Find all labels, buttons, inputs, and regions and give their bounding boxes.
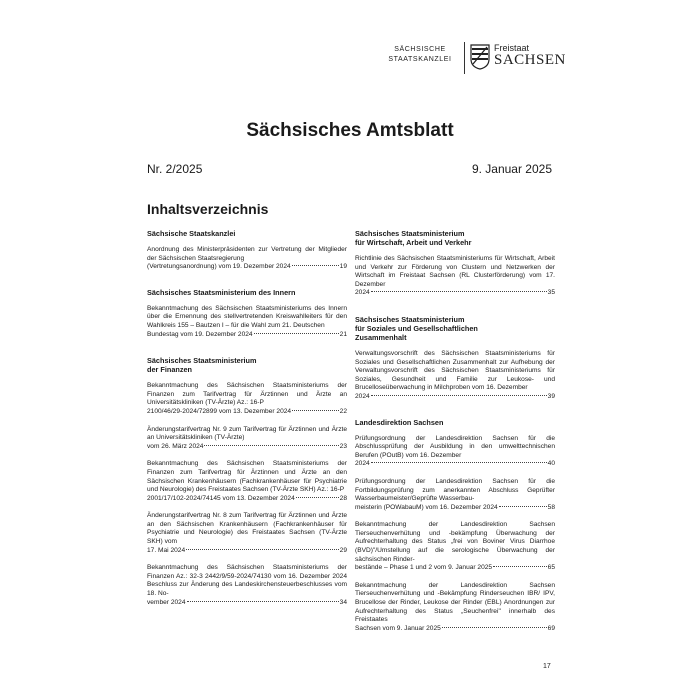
entry-text: Bekanntmachung des Sächsischen Staatsministeriums der Finanzen zum Tarifvertrag für Ärztinnen und Ärzte an den Sächsischen Krankenhäusern (Fachkrankenhäuser für Psychiatrie und Neurologie) des Freistaates Sachsen (TV-Ärzte SKH) Az.: 16-P bbox=[147, 460, 347, 494]
dot-leader bbox=[371, 291, 547, 292]
entry-last-line bbox=[355, 564, 555, 573]
sachsen-label: SACHSEN bbox=[494, 52, 566, 68]
entry-page: 65 bbox=[547, 564, 555, 572]
dot-leader bbox=[371, 395, 547, 396]
section-heading-cont: Zusammenhalt bbox=[355, 332, 407, 342]
section-heading: Sächsische Staatskanzlei bbox=[147, 229, 236, 238]
entry-last-line bbox=[147, 443, 347, 452]
toc-entry[interactable] bbox=[355, 435, 555, 469]
entry-page: 58 bbox=[547, 503, 555, 511]
dot-leader bbox=[296, 497, 339, 498]
dot-leader bbox=[292, 410, 339, 411]
entry-page: 35 bbox=[547, 289, 555, 297]
entry-last-text: vember 2024 bbox=[147, 598, 186, 606]
entry-last-text: (Vertretungsanordnung) vom 19. Dezember 2024 bbox=[147, 263, 291, 271]
section-heading-block bbox=[355, 229, 555, 247]
dot-leader bbox=[186, 549, 339, 550]
entry-text: Änderungstarifvertrag Nr. 8 zum Tarifvertrag für Ärztinnen und Ärzte an den Sächsischen Krankenhäusern (Fachkrankenhäuser für Psychiatrie und Neurologie) des Freistaates Sachsen (TV-Ärzte SKH) vom bbox=[147, 512, 347, 546]
kanzlei-line2: STAATSKANZLEI bbox=[388, 56, 452, 63]
freistaat-label: Freistaat bbox=[494, 43, 530, 53]
dot-leader bbox=[292, 265, 339, 266]
toc-entry[interactable] bbox=[147, 426, 347, 452]
entry-text: Verwaltungsvorschrift des Sächsischen Staatsministeriums für Soziales und Gesellschaftlichen Zusammenhalt zur Aufhebung der Verwaltungsvorschrift des Sächsischen Staatsministeriums für Soziales, Gesundheit und Familie zur Leukose- und Brucelloseüberwachung in Milchproben vom 16. Dezember bbox=[355, 349, 555, 392]
entry-last-text: bestände – Phase 1 und 2 vom 9. Januar 2025 bbox=[355, 564, 493, 572]
entry-last-text: 2100/46/29-2024/72899 vom 13. Dezember 2024 bbox=[147, 407, 292, 415]
entry-last-text: meisterin (POWabauM) vom 16. Dezember 2024 bbox=[355, 503, 498, 511]
dot-leader bbox=[187, 601, 339, 602]
entry-text: Bekanntmachung des Sächsischen Staatsministeriums der Finanzen zum Tarifvertrag für Ärztinnen und Ärzte an Universitätskliniken (TV-Ärzte) Az.: 16-P bbox=[147, 382, 347, 407]
entry-text: Bekanntmachung des Sächsischen Staatsministeriums der Finanzen Az.: 32-3 2442/9/59-2024/74130 vom 16. Dezember 2024 Beschluss zur Änderung des Landeskirchensteuerbeschlusses vom 18. No- bbox=[147, 564, 347, 598]
dot-leader bbox=[371, 462, 547, 463]
issue-number: Nr. 2/2025 bbox=[147, 162, 203, 176]
entry-text: Anordnung des Ministerpräsidenten zur Vertretung der Mitglieder der Sächsischen Staatsregierung bbox=[147, 246, 347, 262]
entry-last-text: 2024 bbox=[355, 460, 370, 468]
toc-entry[interactable] bbox=[147, 305, 347, 339]
entry-last-line bbox=[147, 331, 347, 340]
entry-text: Bekanntmachung der Landesdirektion Sachsen Tierseuchenverhütung und -Bekämpfung Rinderseuchen IBR/ IPV, Brucellose der Rinder, Leukose der Rinder (EBL) Anordnungen zur Aufrechterhaltung des Status „Seuchenfrei" innerhalb des Freistaates bbox=[355, 581, 555, 624]
entry-last-text: 2001/17/102-2024/74145 vom 13. Dezember 2024 bbox=[147, 494, 295, 502]
toc-entry[interactable] bbox=[355, 521, 555, 573]
section-heading-cont: für Soziales und Gesellschaftlichen bbox=[355, 323, 478, 333]
entry-text: Bekanntmachung der Landesdirektion Sachsen Tierseuchenverhütung und -bekämpfung Überwachung der Aufrechterhaltung des Status „frei von Boviner Virus Diarrhoe (BVD)"/Umstellung auf die serologische Überwachung der sächsischen Rinder- bbox=[355, 521, 555, 563]
toc-entry[interactable] bbox=[147, 512, 347, 555]
dot-leader bbox=[254, 333, 339, 334]
entry-last-text: vom 26. März 2024 bbox=[147, 442, 204, 450]
entry-last-line bbox=[355, 289, 555, 298]
dot-leader bbox=[204, 445, 338, 446]
entry-last-text: Sachsen vom 9. Januar 2025 bbox=[355, 624, 441, 632]
entry-last-line bbox=[355, 625, 555, 634]
entry-last-line bbox=[147, 263, 347, 272]
section-heading: Sächsisches Staatsministerium bbox=[147, 356, 257, 366]
section-heading: Sächsisches Staatsministerium bbox=[355, 229, 465, 238]
dot-leader bbox=[499, 506, 547, 507]
issue-date: 9. Januar 2025 bbox=[471, 162, 552, 176]
dot-leader bbox=[442, 627, 547, 628]
entry-text: Prüfungsordnung der Landesdirektion Sachsen für die Fortbildungsprüfung zum anerkannten Abschluss Geprüfter Wasserbaumeister/Geprüfte Wasserbau- bbox=[355, 477, 555, 503]
entry-last-line bbox=[147, 495, 347, 504]
entry-last-line bbox=[355, 460, 555, 469]
toc-entry[interactable] bbox=[355, 255, 555, 298]
toc-entry[interactable] bbox=[147, 564, 347, 607]
entry-page: 40 bbox=[547, 460, 555, 468]
toc-right-column bbox=[355, 229, 555, 633]
entry-last-text: Bundestag vom 19. Dezember 2024 bbox=[147, 330, 253, 338]
entry-page: 21 bbox=[339, 330, 347, 338]
entry-last-text: 2024 bbox=[355, 392, 370, 400]
toc-entry[interactable] bbox=[147, 246, 347, 272]
section-heading-cont: der Finanzen bbox=[147, 365, 193, 375]
document-title: Sächsisches Amtsblatt bbox=[246, 120, 454, 141]
toc-entry[interactable] bbox=[355, 582, 555, 634]
logo-divider bbox=[464, 42, 465, 74]
entry-last-text: 2024 bbox=[355, 289, 370, 297]
toc-heading: Inhaltsverzeichnis bbox=[147, 201, 269, 217]
entry-last-text: 17. Mai 2024 bbox=[147, 546, 186, 554]
entry-text: Änderungstarifvertrag Nr. 9 zum Tarifvertrag für Ärztinnen und Ärzte an Universitätskliniken (TV-Ärzte) bbox=[147, 425, 347, 442]
saxony-crest-icon bbox=[470, 44, 490, 70]
entry-last-line bbox=[147, 408, 347, 417]
toc-left-column bbox=[147, 229, 347, 607]
entry-page: 69 bbox=[547, 624, 555, 632]
section-heading-cont: für Wirtschaft, Arbeit und Verkehr bbox=[355, 238, 472, 247]
toc-entry[interactable] bbox=[147, 460, 347, 503]
entry-page: 29 bbox=[339, 546, 347, 554]
entry-page: 22 bbox=[339, 407, 347, 415]
toc-entry[interactable] bbox=[355, 350, 555, 402]
section-heading: Landesdirektion Sachsen bbox=[355, 417, 444, 427]
entry-page: 39 bbox=[547, 392, 555, 400]
entry-page: 23 bbox=[339, 442, 347, 450]
toc-entry[interactable] bbox=[147, 382, 347, 416]
entry-page: 34 bbox=[339, 598, 347, 606]
entry-last-line bbox=[355, 504, 555, 513]
section-heading: Sächsisches Staatsministerium des Innern bbox=[147, 287, 296, 297]
header-logos bbox=[384, 42, 564, 74]
entry-page: 19 bbox=[339, 263, 347, 271]
entry-text: Prüfungsordnung der Landesdirektion Sachsen für die Abschlussprüfung der Ausbildung in den umwelttechnischen Berufen (POutB) vom 16. Dezember bbox=[355, 434, 555, 459]
entry-text: Bekanntmachung des Sächsischen Staatsministeriums des Innern über die Ernennung des stellvertretenden Kreiswahlleiters für den Wahlkreis 155 – Bautzen I – für die Wahl zum 21. Deutschen bbox=[147, 304, 347, 329]
section-heading-block bbox=[147, 356, 347, 374]
section-heading: Sächsisches Staatsministerium bbox=[355, 314, 465, 324]
toc-entry[interactable] bbox=[355, 478, 555, 512]
entry-last-line bbox=[355, 393, 555, 402]
section-heading-block bbox=[355, 315, 555, 342]
entry-text: Richtlinie des Sächsischen Staatsministeriums für Wirtschaft, Arbeit und Verkehr zur Förderung von Clustern und Netzwerken der Wirtschaft im Freistaat Sachsen (RL Clusterförderung) vom 17. Dezember bbox=[355, 255, 555, 288]
page-number: 17 bbox=[543, 663, 551, 670]
dot-leader bbox=[493, 566, 547, 567]
entry-last-line bbox=[147, 547, 347, 556]
kanzlei-line1: SÄCHSISCHE bbox=[394, 46, 446, 53]
staatskanzlei-logo-text bbox=[384, 45, 456, 65]
entry-page: 28 bbox=[339, 494, 347, 502]
entry-last-line bbox=[147, 599, 347, 608]
